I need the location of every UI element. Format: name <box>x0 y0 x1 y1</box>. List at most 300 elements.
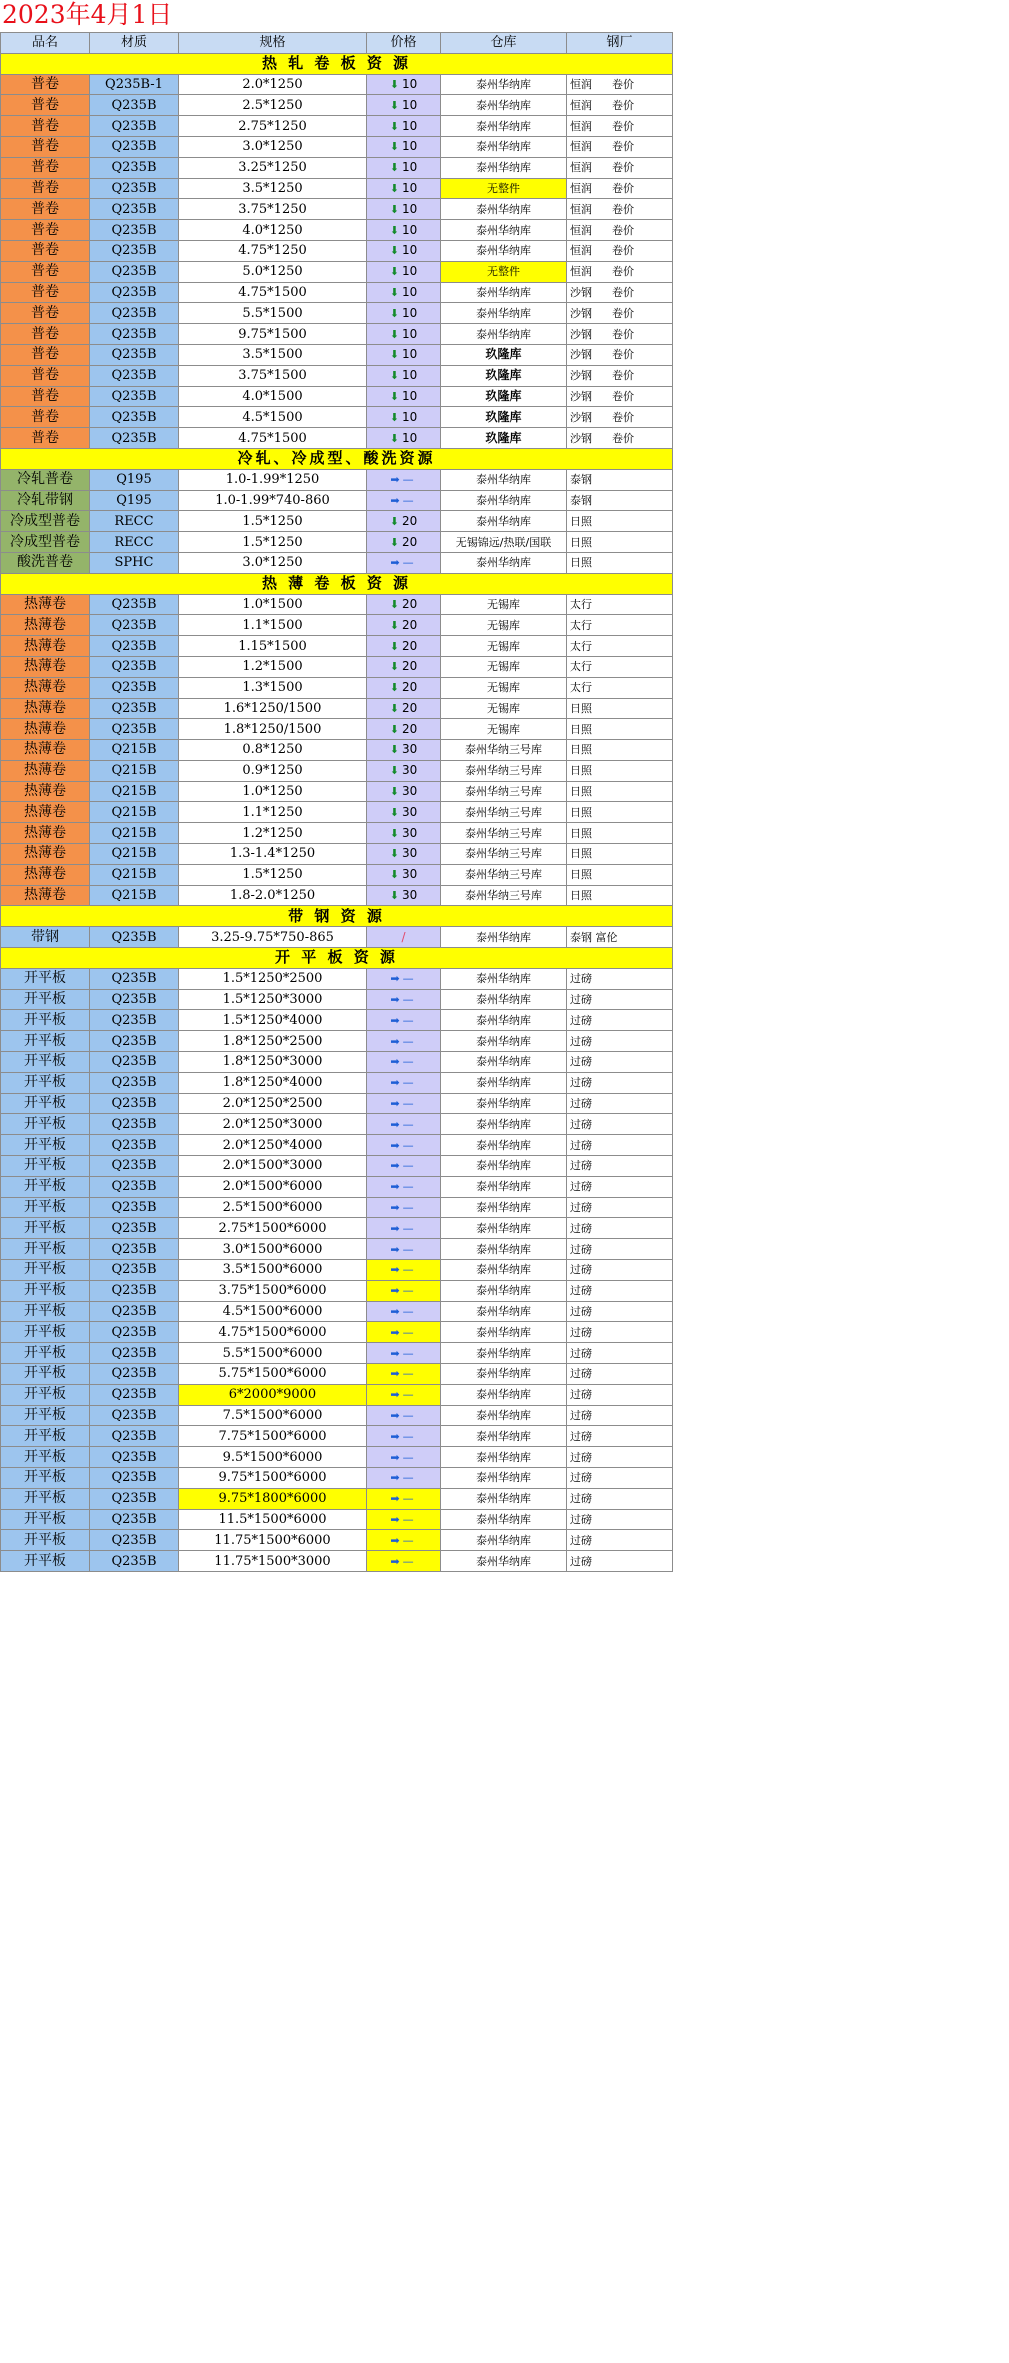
warehouse-cell: 泰州华纳库 <box>441 1156 567 1177</box>
price-change-value: 30 <box>401 804 418 819</box>
mill-cell <box>567 885 673 906</box>
spec-cell: 2.5*1500*6000 <box>179 1197 367 1218</box>
spec-cell: 2.75*1250 <box>179 116 367 137</box>
spec-cell: 11.5*1500*6000 <box>179 1509 367 1530</box>
price-change-cell <box>367 1488 441 1509</box>
mill-name: 沙钢 <box>570 327 592 341</box>
spec-cell: 2.75*1500*6000 <box>179 1218 367 1239</box>
price-change-value: 10 <box>401 347 418 362</box>
warehouse-cell: 玖隆库 <box>441 428 567 449</box>
mill-cell <box>567 74 673 95</box>
material-cell: Q235B <box>90 1551 179 1572</box>
price-change-value: — <box>402 1284 414 1298</box>
material-cell: RECC <box>90 532 179 553</box>
warehouse-cell: 泰州华纳库 <box>441 1467 567 1488</box>
price-change-cell <box>367 1364 441 1385</box>
product-name-cell: 普卷 <box>1 136 90 157</box>
warehouse-cell: 泰州华纳库 <box>441 240 567 261</box>
spec-cell: 1.5*1250 <box>179 864 367 885</box>
spec-cell: 1.15*1500 <box>179 636 367 657</box>
price-change-value: 10 <box>401 180 418 195</box>
table-row <box>1 802 673 823</box>
mill-cell <box>567 136 673 157</box>
mill-note: 卷价 <box>612 431 634 445</box>
mill-cell <box>567 324 673 345</box>
warehouse-cell: 泰州华纳库 <box>441 927 567 948</box>
spec-cell: 3.75*1250 <box>179 199 367 220</box>
spec-cell: 5.5*1500*6000 <box>179 1343 367 1364</box>
mill-cell <box>567 677 673 698</box>
material-cell: Q235B <box>90 1488 179 1509</box>
mill-note: 卷价 <box>612 265 634 279</box>
material-cell: Q235B <box>90 303 179 324</box>
spec-cell: 1.2*1250 <box>179 823 367 844</box>
price-down-icon: ⬇ <box>389 181 399 195</box>
warehouse-cell: 无锡库 <box>441 615 567 636</box>
price-change-cell <box>367 220 441 241</box>
price-change-cell <box>367 240 441 261</box>
product-name-cell: 开平板 <box>1 1530 90 1551</box>
price-flat-icon: ➡ <box>390 1284 400 1298</box>
table-row <box>1 1156 673 1177</box>
price-change-value: — <box>402 1013 414 1027</box>
product-name-cell: 开平板 <box>1 1467 90 1488</box>
price-change-cell <box>367 823 441 844</box>
warehouse-cell: 泰州华纳库 <box>441 1197 567 1218</box>
mill-name: 过磅 <box>570 1325 592 1339</box>
table-row <box>1 428 673 449</box>
mill-cell <box>567 989 673 1010</box>
table-row <box>1 344 673 365</box>
price-change-cell <box>367 1093 441 1114</box>
price-change-cell <box>367 1530 441 1551</box>
mill-cell <box>567 95 673 116</box>
table-row <box>1 1384 673 1405</box>
warehouse-cell: 泰州华纳库 <box>441 1364 567 1385</box>
header-material: 材质 <box>90 33 179 54</box>
warehouse-cell: 泰州华纳库 <box>441 490 567 511</box>
mill-name: 日照 <box>570 743 592 757</box>
mill-cell <box>567 344 673 365</box>
product-name-cell: 冷成型普卷 <box>1 532 90 553</box>
price-change-value: — <box>402 1055 414 1069</box>
warehouse-cell: 泰州华纳库 <box>441 74 567 95</box>
product-name-cell: 热薄卷 <box>1 802 90 823</box>
table-row <box>1 1405 673 1426</box>
table-row <box>1 1052 673 1073</box>
price-change-cell <box>367 303 441 324</box>
warehouse-cell: 泰州华纳库 <box>441 968 567 989</box>
price-change-value: 20 <box>401 680 418 695</box>
price-down-icon: ⬇ <box>389 327 399 341</box>
product-name-cell: 热薄卷 <box>1 594 90 615</box>
table-row <box>1 1322 673 1343</box>
price-change-value: — <box>402 1492 414 1506</box>
price-change-cell <box>367 802 441 823</box>
header-row <box>1 33 673 54</box>
spec-cell: 1.1*1500 <box>179 615 367 636</box>
price-change-cell <box>367 844 441 865</box>
material-cell: Q235B <box>90 116 179 137</box>
report-date: 2023年4月1日 <box>2 0 173 29</box>
price-change-value: 10 <box>401 222 418 237</box>
product-name-cell: 普卷 <box>1 344 90 365</box>
spec-cell: 1.8*1250*4000 <box>179 1072 367 1093</box>
spec-cell: 2.0*1500*6000 <box>179 1176 367 1197</box>
price-down-icon: ⬇ <box>389 681 399 695</box>
material-cell: Q235B <box>90 1010 179 1031</box>
table-row <box>1 844 673 865</box>
mill-name: 恒润 <box>570 202 592 216</box>
material-cell: Q235B <box>90 1176 179 1197</box>
table-row <box>1 1301 673 1322</box>
mill-cell <box>567 698 673 719</box>
price-change-value: 20 <box>401 596 418 611</box>
price-change-value: 10 <box>401 409 418 424</box>
price-down-icon: ⬇ <box>389 826 399 840</box>
price-change-cell <box>367 864 441 885</box>
mill-cell <box>567 1010 673 1031</box>
price-down-icon: ⬇ <box>389 348 399 362</box>
price-flat-icon: ➡ <box>390 1408 400 1422</box>
spec-cell: 1.5*1250*4000 <box>179 1010 367 1031</box>
warehouse-cell: 泰州华纳库 <box>441 1114 567 1135</box>
mill-name: 过磅 <box>570 1242 592 1256</box>
material-cell: Q215B <box>90 802 179 823</box>
table-row <box>1 1488 673 1509</box>
mill-name: 泰钢 <box>570 473 592 487</box>
table-row <box>1 1239 673 1260</box>
mill-note: 卷价 <box>612 181 634 195</box>
price-change-cell <box>367 927 441 948</box>
mill-cell <box>567 760 673 781</box>
price-down-icon: ⬇ <box>389 597 399 611</box>
section-title: 热 薄 卷 板 资 源 <box>1 573 673 594</box>
mill-name: 过磅 <box>570 1159 592 1173</box>
material-cell: Q235B <box>90 282 179 303</box>
product-name-cell: 开平板 <box>1 1447 90 1468</box>
price-down-icon: ⬇ <box>389 743 399 757</box>
warehouse-cell: 泰州华纳库 <box>441 324 567 345</box>
price-flat-icon: ➡ <box>390 493 400 507</box>
price-change-cell <box>367 261 441 282</box>
price-change-value: — <box>402 1305 414 1318</box>
price-change-cell <box>367 74 441 95</box>
mill-name: 过磅 <box>570 993 592 1007</box>
table-row <box>1 116 673 137</box>
mill-name: 沙钢 <box>570 285 592 299</box>
mill-name: 日照 <box>570 764 592 778</box>
price-change-cell <box>367 157 441 178</box>
spec-cell: 4.75*1500 <box>179 428 367 449</box>
warehouse-cell: 泰州华纳库 <box>441 1343 567 1364</box>
price-change-value: 10 <box>401 368 418 383</box>
material-cell: Q235B <box>90 1322 179 1343</box>
price-change-value: 10 <box>401 284 418 299</box>
warehouse-cell: 玖隆库 <box>441 365 567 386</box>
mill-name: 太行 <box>570 597 592 611</box>
product-name-cell: 热薄卷 <box>1 719 90 740</box>
price-flat-icon: ➡ <box>390 1180 400 1194</box>
mill-cell <box>567 1447 673 1468</box>
warehouse-cell: 泰州华纳库 <box>441 1218 567 1239</box>
table-row <box>1 594 673 615</box>
price-change-value: — <box>402 1512 414 1526</box>
mill-name: 恒润 <box>570 98 592 112</box>
price-flat-icon: ➡ <box>390 1034 400 1048</box>
mill-cell <box>567 1364 673 1385</box>
price-change-cell <box>367 1260 441 1281</box>
mill-cell <box>567 552 673 573</box>
product-name-cell: 热薄卷 <box>1 615 90 636</box>
mill-name: 过磅 <box>570 1346 592 1360</box>
price-down-icon: ⬇ <box>389 639 399 653</box>
table-row <box>1 1530 673 1551</box>
table-row <box>1 1135 673 1156</box>
material-cell: Q215B <box>90 885 179 906</box>
mill-cell <box>567 116 673 137</box>
warehouse-cell: 泰州华纳三号库 <box>441 760 567 781</box>
mill-name: 过磅 <box>570 1471 592 1485</box>
mill-name: 恒润 <box>570 181 592 195</box>
warehouse-cell: 泰州华纳库 <box>441 989 567 1010</box>
mill-name: 恒润 <box>570 140 592 154</box>
price-change-cell <box>367 760 441 781</box>
mill-name: 过磅 <box>570 1263 592 1277</box>
mill-name: 过磅 <box>570 1388 592 1402</box>
warehouse-cell: 泰州华纳库 <box>441 1426 567 1447</box>
mill-note: 卷价 <box>612 119 634 133</box>
price-change-value: 20 <box>401 700 418 715</box>
mill-cell <box>567 1488 673 1509</box>
price-down-icon: ⬇ <box>389 98 399 112</box>
material-cell: Q215B <box>90 864 179 885</box>
mill-name: 过磅 <box>570 1117 592 1131</box>
table-row <box>1 968 673 989</box>
warehouse-cell: 泰州华纳三号库 <box>441 823 567 844</box>
spec-cell: 1.5*1250*3000 <box>179 989 367 1010</box>
table-row <box>1 324 673 345</box>
warehouse-cell: 泰州华纳库 <box>441 1447 567 1468</box>
mill-cell <box>567 1093 673 1114</box>
price-change-value: — <box>402 1242 414 1256</box>
product-name-cell: 开平板 <box>1 1488 90 1509</box>
mill-cell <box>567 1239 673 1260</box>
spec-cell: 4.5*1500*6000 <box>179 1301 367 1322</box>
product-name-cell: 带钢 <box>1 927 90 948</box>
material-cell: Q235B <box>90 1509 179 1530</box>
section-title: 带 钢 资 源 <box>1 906 673 927</box>
warehouse-cell: 玖隆库 <box>441 386 567 407</box>
mill-cell <box>567 240 673 261</box>
price-down-icon: ⬇ <box>389 514 399 528</box>
mill-cell <box>567 365 673 386</box>
price-down-icon: ⬇ <box>389 389 399 403</box>
table-row <box>1 1551 673 1572</box>
spec-cell: 3.25*1250 <box>179 157 367 178</box>
table-row <box>1 1509 673 1530</box>
table-row <box>1 1093 673 1114</box>
material-cell: Q235B <box>90 1218 179 1239</box>
price-change-cell <box>367 656 441 677</box>
material-cell: SPHC <box>90 552 179 573</box>
warehouse-cell: 无锡库 <box>441 719 567 740</box>
mill-name: 太行 <box>570 660 592 674</box>
price-change-value: — <box>402 1471 414 1485</box>
table-row <box>1 95 673 116</box>
price-flat-icon: ➡ <box>390 1471 400 1485</box>
table-row <box>1 261 673 282</box>
material-cell: Q235B <box>90 157 179 178</box>
mill-name: 日照 <box>570 868 592 882</box>
mill-cell <box>567 1156 673 1177</box>
table-row <box>1 1072 673 1093</box>
price-change-value: — <box>402 1138 414 1152</box>
mill-cell <box>567 261 673 282</box>
material-cell: Q235B <box>90 1072 179 1093</box>
table-row <box>1 532 673 553</box>
mill-note: 卷价 <box>612 161 634 175</box>
mill-cell <box>567 1384 673 1405</box>
mill-name: 过磅 <box>570 1055 592 1069</box>
price-change-value: 30 <box>401 742 418 757</box>
spec-cell: 1.8*1250*3000 <box>179 1052 367 1073</box>
price-change-cell <box>367 1322 441 1343</box>
price-change-value: 10 <box>401 201 418 216</box>
price-change-value: 20 <box>401 513 418 528</box>
spec-cell: 1.1*1250 <box>179 802 367 823</box>
price-flat-icon: ➡ <box>390 1159 400 1173</box>
spec-cell: 4.0*1500 <box>179 386 367 407</box>
mill-cell <box>567 1301 673 1322</box>
mill-name: 恒润 <box>570 265 592 279</box>
price-change-cell <box>367 677 441 698</box>
material-cell: Q235B <box>90 199 179 220</box>
mill-name: 过磅 <box>570 1512 592 1526</box>
spec-cell: 1.8-2.0*1250 <box>179 885 367 906</box>
mill-name: 泰钢 <box>570 493 592 507</box>
spec-cell: 4.75*1250 <box>179 240 367 261</box>
material-cell: Q235B <box>90 1405 179 1426</box>
spec-cell: 3.25-9.75*750-865 <box>179 927 367 948</box>
price-change-cell <box>367 532 441 553</box>
warehouse-cell: 泰州华纳三号库 <box>441 802 567 823</box>
mill-name: 日照 <box>570 847 592 861</box>
table-row <box>1 1197 673 1218</box>
spec-cell: 2.0*1250*2500 <box>179 1093 367 1114</box>
price-down-icon: ⬇ <box>389 868 399 882</box>
product-name-cell: 开平板 <box>1 1405 90 1426</box>
mill-note: 卷价 <box>612 202 634 216</box>
warehouse-cell: 无锡锦远/热联/国联 <box>441 532 567 553</box>
product-name-cell: 普卷 <box>1 240 90 261</box>
spec-cell: 2.0*1250*4000 <box>179 1135 367 1156</box>
price-change-cell <box>367 1010 441 1031</box>
material-cell: RECC <box>90 511 179 532</box>
mill-cell <box>567 1114 673 1135</box>
mill-name: 日照 <box>570 785 592 799</box>
table-row <box>1 1010 673 1031</box>
product-name-cell: 普卷 <box>1 386 90 407</box>
price-change-value: 10 <box>401 326 418 341</box>
table-row <box>1 698 673 719</box>
price-change-value: — <box>402 1408 414 1422</box>
price-down-icon: ⬇ <box>389 244 399 258</box>
mill-name: 恒润 <box>570 161 592 175</box>
table-row <box>1 1218 673 1239</box>
spec-cell: 5.75*1500*6000 <box>179 1364 367 1385</box>
warehouse-cell: 无锡库 <box>441 698 567 719</box>
price-change-value: 10 <box>401 430 418 445</box>
warehouse-cell: 泰州华纳库 <box>441 1072 567 1093</box>
mill-name: 过磅 <box>570 1408 592 1422</box>
product-name-cell: 普卷 <box>1 74 90 95</box>
spec-cell: 4.5*1500 <box>179 407 367 428</box>
price-change-value: 20 <box>401 617 418 632</box>
material-cell: Q235B <box>90 407 179 428</box>
mill-name: 过磅 <box>570 1284 592 1298</box>
price-change-value: — <box>402 1367 414 1381</box>
mill-note: 卷价 <box>612 306 634 320</box>
price-flat-icon: ➡ <box>390 1450 400 1464</box>
spec-cell: 1.0-1.99*1250 <box>179 469 367 490</box>
price-change-value: — <box>402 1097 414 1111</box>
price-down-icon: ⬇ <box>389 410 399 424</box>
mill-cell <box>567 1052 673 1073</box>
product-name-cell: 开平板 <box>1 1176 90 1197</box>
product-name-cell: 开平板 <box>1 1280 90 1301</box>
price-flat-icon: ➡ <box>390 1117 400 1131</box>
product-name-cell: 普卷 <box>1 303 90 324</box>
material-cell: Q235B <box>90 615 179 636</box>
price-flat-icon: ➡ <box>390 1221 400 1235</box>
warehouse-cell: 泰州华纳库 <box>441 1530 567 1551</box>
product-name-cell: 热薄卷 <box>1 656 90 677</box>
material-cell: Q235B <box>90 1156 179 1177</box>
price-down-icon: ⬇ <box>389 140 399 154</box>
material-cell: Q235B <box>90 698 179 719</box>
mill-name: 沙钢 <box>570 306 592 320</box>
product-name-cell: 开平板 <box>1 1093 90 1114</box>
price-change-cell <box>367 615 441 636</box>
price-change-cell <box>367 407 441 428</box>
table-row <box>1 636 673 657</box>
mill-note: 卷价 <box>612 140 634 154</box>
price-change-cell <box>367 1301 441 1322</box>
spec-cell: 1.0-1.99*740-860 <box>179 490 367 511</box>
warehouse-cell: 泰州华纳库 <box>441 1551 567 1572</box>
price-change-cell <box>367 552 441 573</box>
price-change-value: — <box>402 1450 414 1464</box>
price-down-icon: ⬇ <box>389 722 399 736</box>
material-cell: Q235B <box>90 1114 179 1135</box>
price-change-cell <box>367 989 441 1010</box>
mill-cell <box>567 1322 673 1343</box>
price-flat-icon: ➡ <box>390 1367 400 1381</box>
spec-cell: 11.75*1500*3000 <box>179 1551 367 1572</box>
price-change-cell <box>367 594 441 615</box>
mill-name: 过磅 <box>570 1305 592 1318</box>
price-change-value: — <box>402 1076 414 1090</box>
price-change-value: 10 <box>401 243 418 258</box>
material-cell: Q235B <box>90 1364 179 1385</box>
material-cell: Q215B <box>90 823 179 844</box>
product-name-cell: 冷轧带钢 <box>1 490 90 511</box>
spec-cell: 3.75*1500 <box>179 365 367 386</box>
material-cell: Q235B <box>90 656 179 677</box>
mill-note: 卷价 <box>612 244 634 258</box>
material-cell: Q235B <box>90 677 179 698</box>
